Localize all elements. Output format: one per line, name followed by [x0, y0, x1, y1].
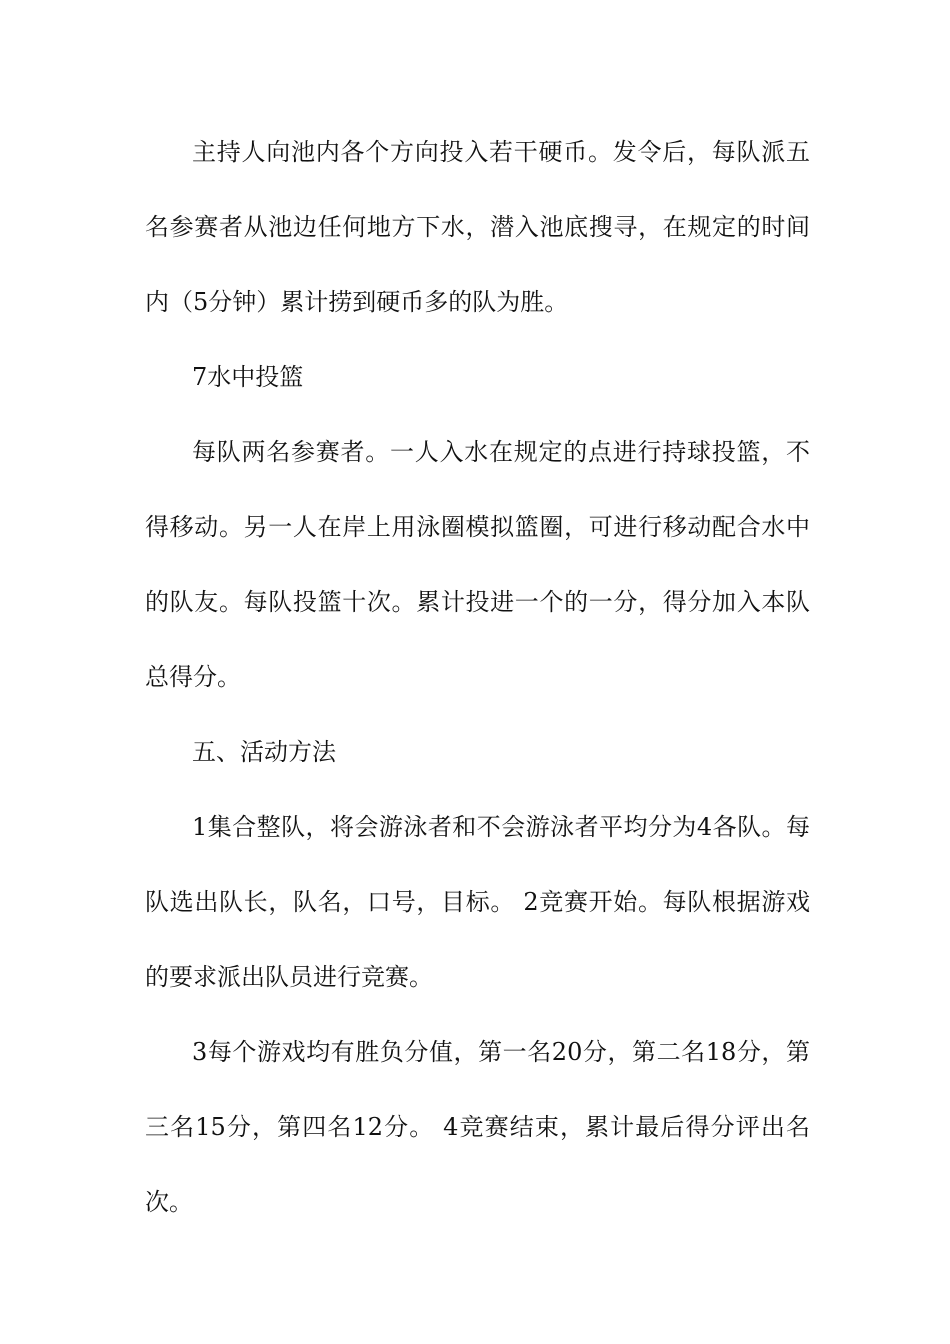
paragraph-line: 三名15分，第四名12分。 4竞赛结束，累计最后得分评出名	[145, 1113, 810, 1141]
paragraph-line: 的要求派出队员进行竞赛。	[145, 963, 433, 991]
section-heading: 7水中投篮	[192, 363, 304, 391]
paragraph-line: 次。	[145, 1188, 193, 1216]
paragraph-line: 每队两名参赛者。一人入水在规定的点进行持球投篮，不	[192, 438, 810, 466]
paragraph-line: 主持人向池内各个方向投入若干硬币。发令后，每队派五	[192, 138, 810, 166]
section-heading: 五、活动方法	[192, 738, 336, 766]
paragraph-line: 总得分。	[145, 663, 241, 691]
paragraph-line: 名参赛者从池边任何地方下水，潜入池底搜寻，在规定的时间	[145, 213, 810, 241]
paragraph-line: 1集合整队，将会游泳者和不会游泳者平均分为4各队。每	[192, 813, 810, 841]
paragraph-line: 3每个游戏均有胜负分值，第一名20分，第二名18分，第	[192, 1038, 810, 1066]
paragraph-line: 的队友。每队投篮十次。累计投进一个的一分，得分加入本队	[145, 588, 810, 616]
paragraph-line: 得移动。另一人在岸上用泳圈模拟篮圈，可进行移动配合水中	[145, 513, 810, 541]
paragraph-line: 队选出队长，队名，口号，目标。 2竞赛开始。每队根据游戏	[145, 888, 810, 916]
paragraph-line: 内（5分钟）累计捞到硬币多的队为胜。	[145, 288, 569, 316]
